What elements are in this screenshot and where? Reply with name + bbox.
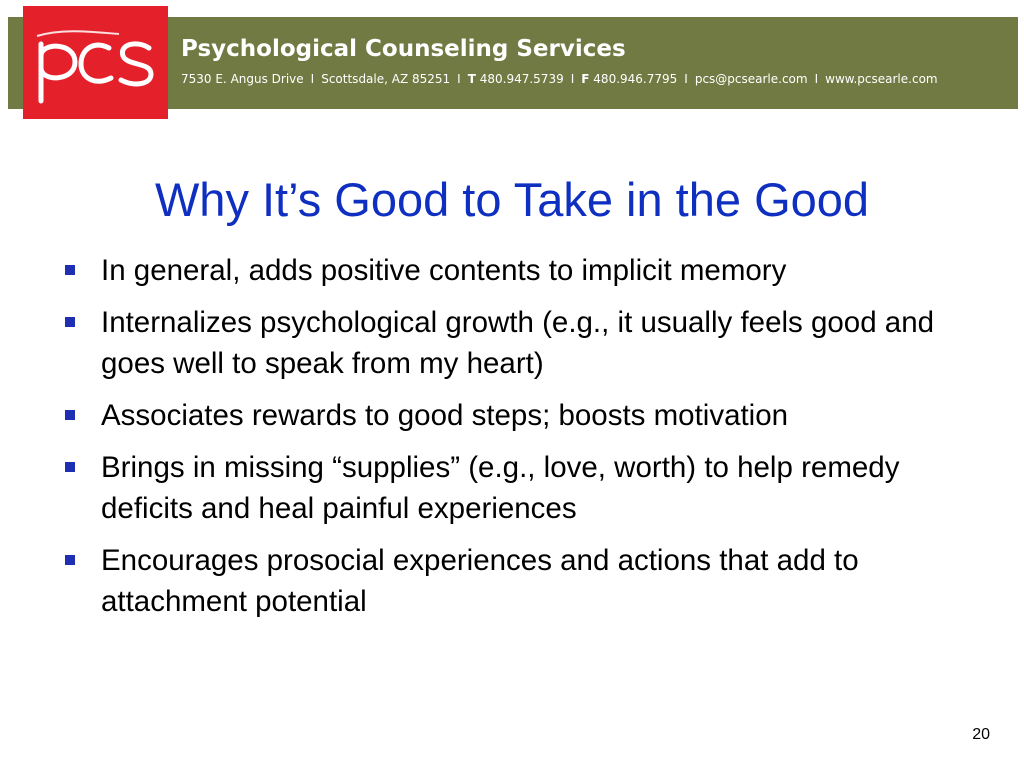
bullet-item bbox=[60, 250, 980, 291]
pcs-logo bbox=[23, 6, 168, 119]
city-state-zip: Scottsdale, AZ 85251 bbox=[321, 72, 451, 86]
separator: I bbox=[684, 72, 688, 86]
separator: I bbox=[457, 72, 461, 86]
square-bullet-icon bbox=[65, 555, 75, 565]
organization-name: Psychological Counseling Services bbox=[181, 36, 626, 62]
telephone-label: T bbox=[467, 72, 476, 86]
bullet-item bbox=[60, 395, 980, 436]
telephone-number: 480.947.5739 bbox=[479, 72, 564, 86]
bullet-list bbox=[60, 250, 980, 633]
fax-number: 480.946.7795 bbox=[593, 72, 678, 86]
bullet-item bbox=[60, 447, 980, 529]
website-url: www.pcsearle.com bbox=[825, 72, 938, 86]
square-bullet-icon bbox=[65, 410, 75, 420]
contact-info bbox=[181, 72, 938, 86]
email-address: pcs@pcsearle.com bbox=[694, 72, 808, 86]
square-bullet-icon bbox=[65, 462, 75, 472]
bullet-item bbox=[60, 540, 980, 622]
pcs-logo-mark bbox=[23, 6, 168, 119]
square-bullet-icon bbox=[65, 317, 75, 327]
bullet-text: In general, adds positive contents to implicit memory bbox=[101, 254, 787, 287]
bullet-text: Encourages prosocial experiences and actions that add to attachment potential bbox=[101, 544, 859, 618]
slide-title: Why It’s Good to Take in the Good bbox=[154, 173, 870, 226]
bullet-text: Brings in missing “supplies” (e.g., love, worth) to help remedy deficits and heal painful experiences bbox=[101, 451, 900, 525]
fax-label: F bbox=[581, 72, 590, 86]
square-bullet-icon bbox=[65, 265, 75, 275]
separator: I bbox=[814, 72, 819, 86]
page-number: 20 bbox=[972, 726, 990, 743]
separator: I bbox=[570, 72, 575, 86]
address: 7530 E. Angus Drive bbox=[181, 72, 304, 86]
bullet-text: Associates rewards to good steps; boosts motivation bbox=[101, 399, 789, 432]
separator: I bbox=[310, 72, 315, 86]
bullet-text: Internalizes psychological growth (e.g., it usually feels good and goes well to speak from my heart) bbox=[101, 306, 935, 380]
bullet-item bbox=[60, 302, 980, 384]
